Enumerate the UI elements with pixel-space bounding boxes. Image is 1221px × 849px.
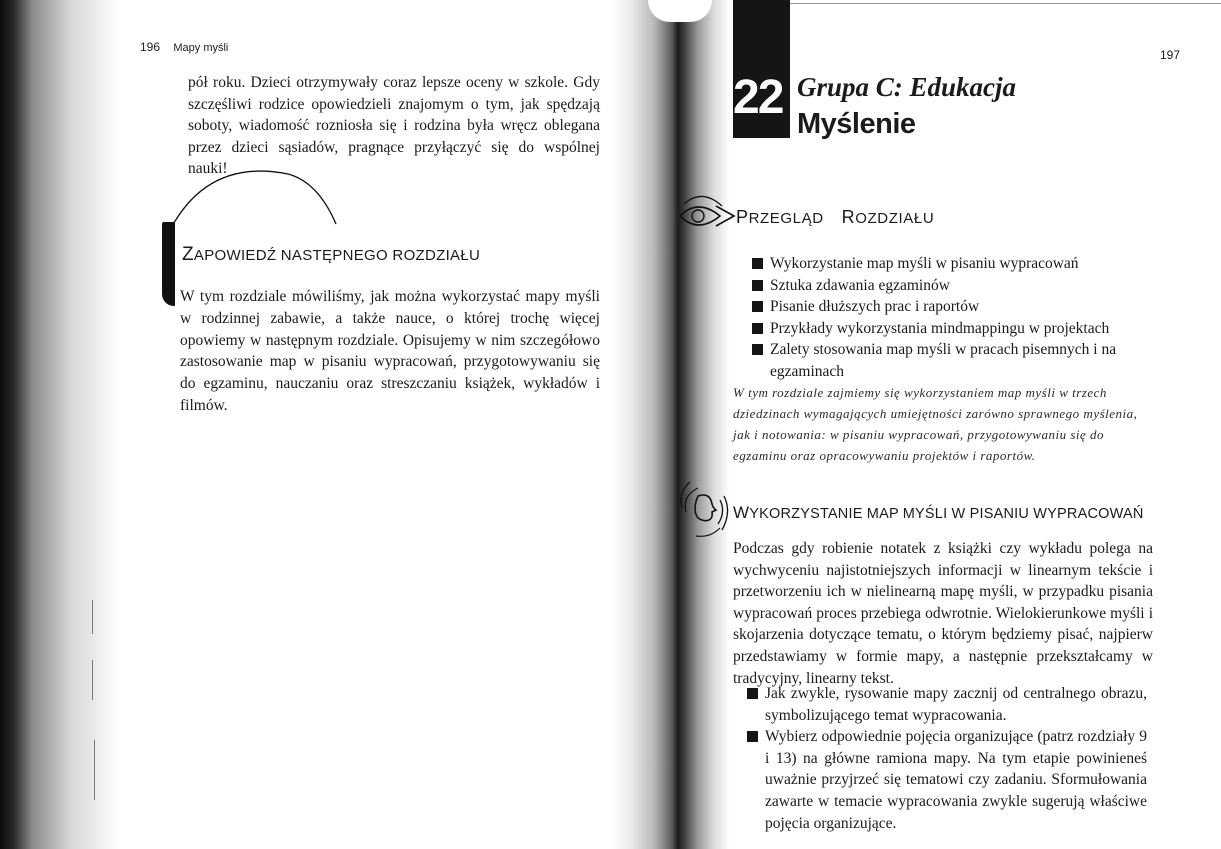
list-item [752,318,1152,340]
bullet-square-icon [752,301,763,312]
left-scan-shadow [0,0,120,849]
left-page-number: 196 [140,40,161,54]
overview-list [752,253,1152,382]
continuation-paragraph: pół roku. Dzieci otrzymywały coraz lepsze oceny w szkole. Gdy szczęśliwi rodzice opowiedzieli znajomym o tym, jak spędzają soboty, wiadomość rozniosła się i rodzina była wręcz oblegana przez dzieci sąsiadów, pragnące przyłączyć się do wspólnej nauki! [188,74,600,177]
scan-mark [94,740,95,800]
left-running-head [140,40,228,54]
scan-mark [92,660,93,700]
running-title: Mapy myśli [173,42,229,54]
list-item-text: Zalety stosowania map myśli w pracach pisemnych i na egzaminach [770,341,1117,380]
overview-heading-word2: ROZDZIAŁU [841,207,935,227]
bullet-square-icon [747,731,758,742]
list-item-text: Wybierz odpowiednie pojęcia organizujące (patrz rozdziały 9 i 13) na główne ramiona mapy. Na tym etapie powinieneś uważnie przyjrzeć się tematowi czy zadaniu. Sformułowania zawarte w temacie wypracowania zwykle sugerują właściwe pojęcia organizujące. [765,728,1147,832]
bullet-square-icon [752,280,763,291]
list-item [752,296,1152,318]
chapter-intro: W tym rozdziale zajmiemy się wykorzystaniem map myśli w trzech dziedzinach wymagających umiejętności zarówno sprawnego myślenia, jak i notowania: w pisaniu wypracowań, przygotowywaniu się do egzaminu oraz opracowywaniu projektów i raportów. [733,385,1138,463]
preview-paragraph: W tym rozdziale mówiliśmy, jak można wykorzystać mapy myśli w rodzinnej zabawie, a także nauce, o której trochę więcej opowiemy w następnym rozdziale. Opisujemy w nim szczegółowo zastosowanie map w pisaniu wypracowań, przygotowywaniu się do egzaminu, nauczaniu oraz streszczaniu książek, wykładów i filmów. [180,288,600,414]
preview-heading: ZAPOWIEDŹ NASTĘPNEGO ROZDZIAŁU [182,244,481,265]
list-item-text: Przykłady wykorzystania mindmappingu w projektach [770,319,1110,337]
list-item [747,683,1147,726]
bullet-square-icon [752,323,763,334]
bullet-square-icon [747,688,758,699]
overview-heading-word1: PRZEGLĄD [736,207,824,227]
eye-icon [676,190,736,232]
book-gutter-shadow [610,0,730,849]
preview-side-bar [162,222,175,306]
right-page-number: 197 [1160,48,1181,62]
chapter-group: Grupa C: Edukacja [797,72,1017,102]
head-profile-icon [676,478,732,544]
list-item-text: Sztuka zdawania egzaminów [770,276,950,294]
bullet-square-icon [752,344,763,355]
preview-arc-decoration [168,168,368,238]
list-item-text: Pisanie dłuższych prac i raportów [770,298,980,315]
list-item-text: Wykorzystanie map myśli w pisaniu wypracowań [770,255,1079,272]
chapter-number: 22 [733,71,783,124]
bullet-square-icon [752,258,763,269]
section-list [747,683,1147,834]
list-item [752,339,1152,382]
list-item-text: Jak zwykle, rysowanie mapy zacznij od centralnego obrazu, symbolizującego temat wypracowania. [765,685,1147,724]
scan-mark [92,600,93,634]
list-item [752,253,1152,275]
list-item [747,726,1147,834]
overview-heading [736,207,934,228]
chapter-title: Myślenie [797,108,916,140]
section-paragraph: Podczas gdy robienie notatek z książki czy wykładu polega na wychwyceniu najistotniejszych informacji w linearnym tekście i przetworzeniu ich w nielinearną mapę myśli, w przypadku pisania wypracowań proces przebiega odwrotnie. Wielokierunkowe myśli i skojarzenia dotyczące tematu, o którym będziemy pisać, najpierw przedstawiamy w formie mapy, a następnie przekształcamy w tradycyjny, linearny tekst. [733,540,1153,687]
page-top-edge [744,3,1221,4]
list-item [752,275,1152,297]
section-heading: WYKORZYSTANIE MAP MYŚLI W PISANIU WYPRACOWAŃ [733,503,1144,522]
